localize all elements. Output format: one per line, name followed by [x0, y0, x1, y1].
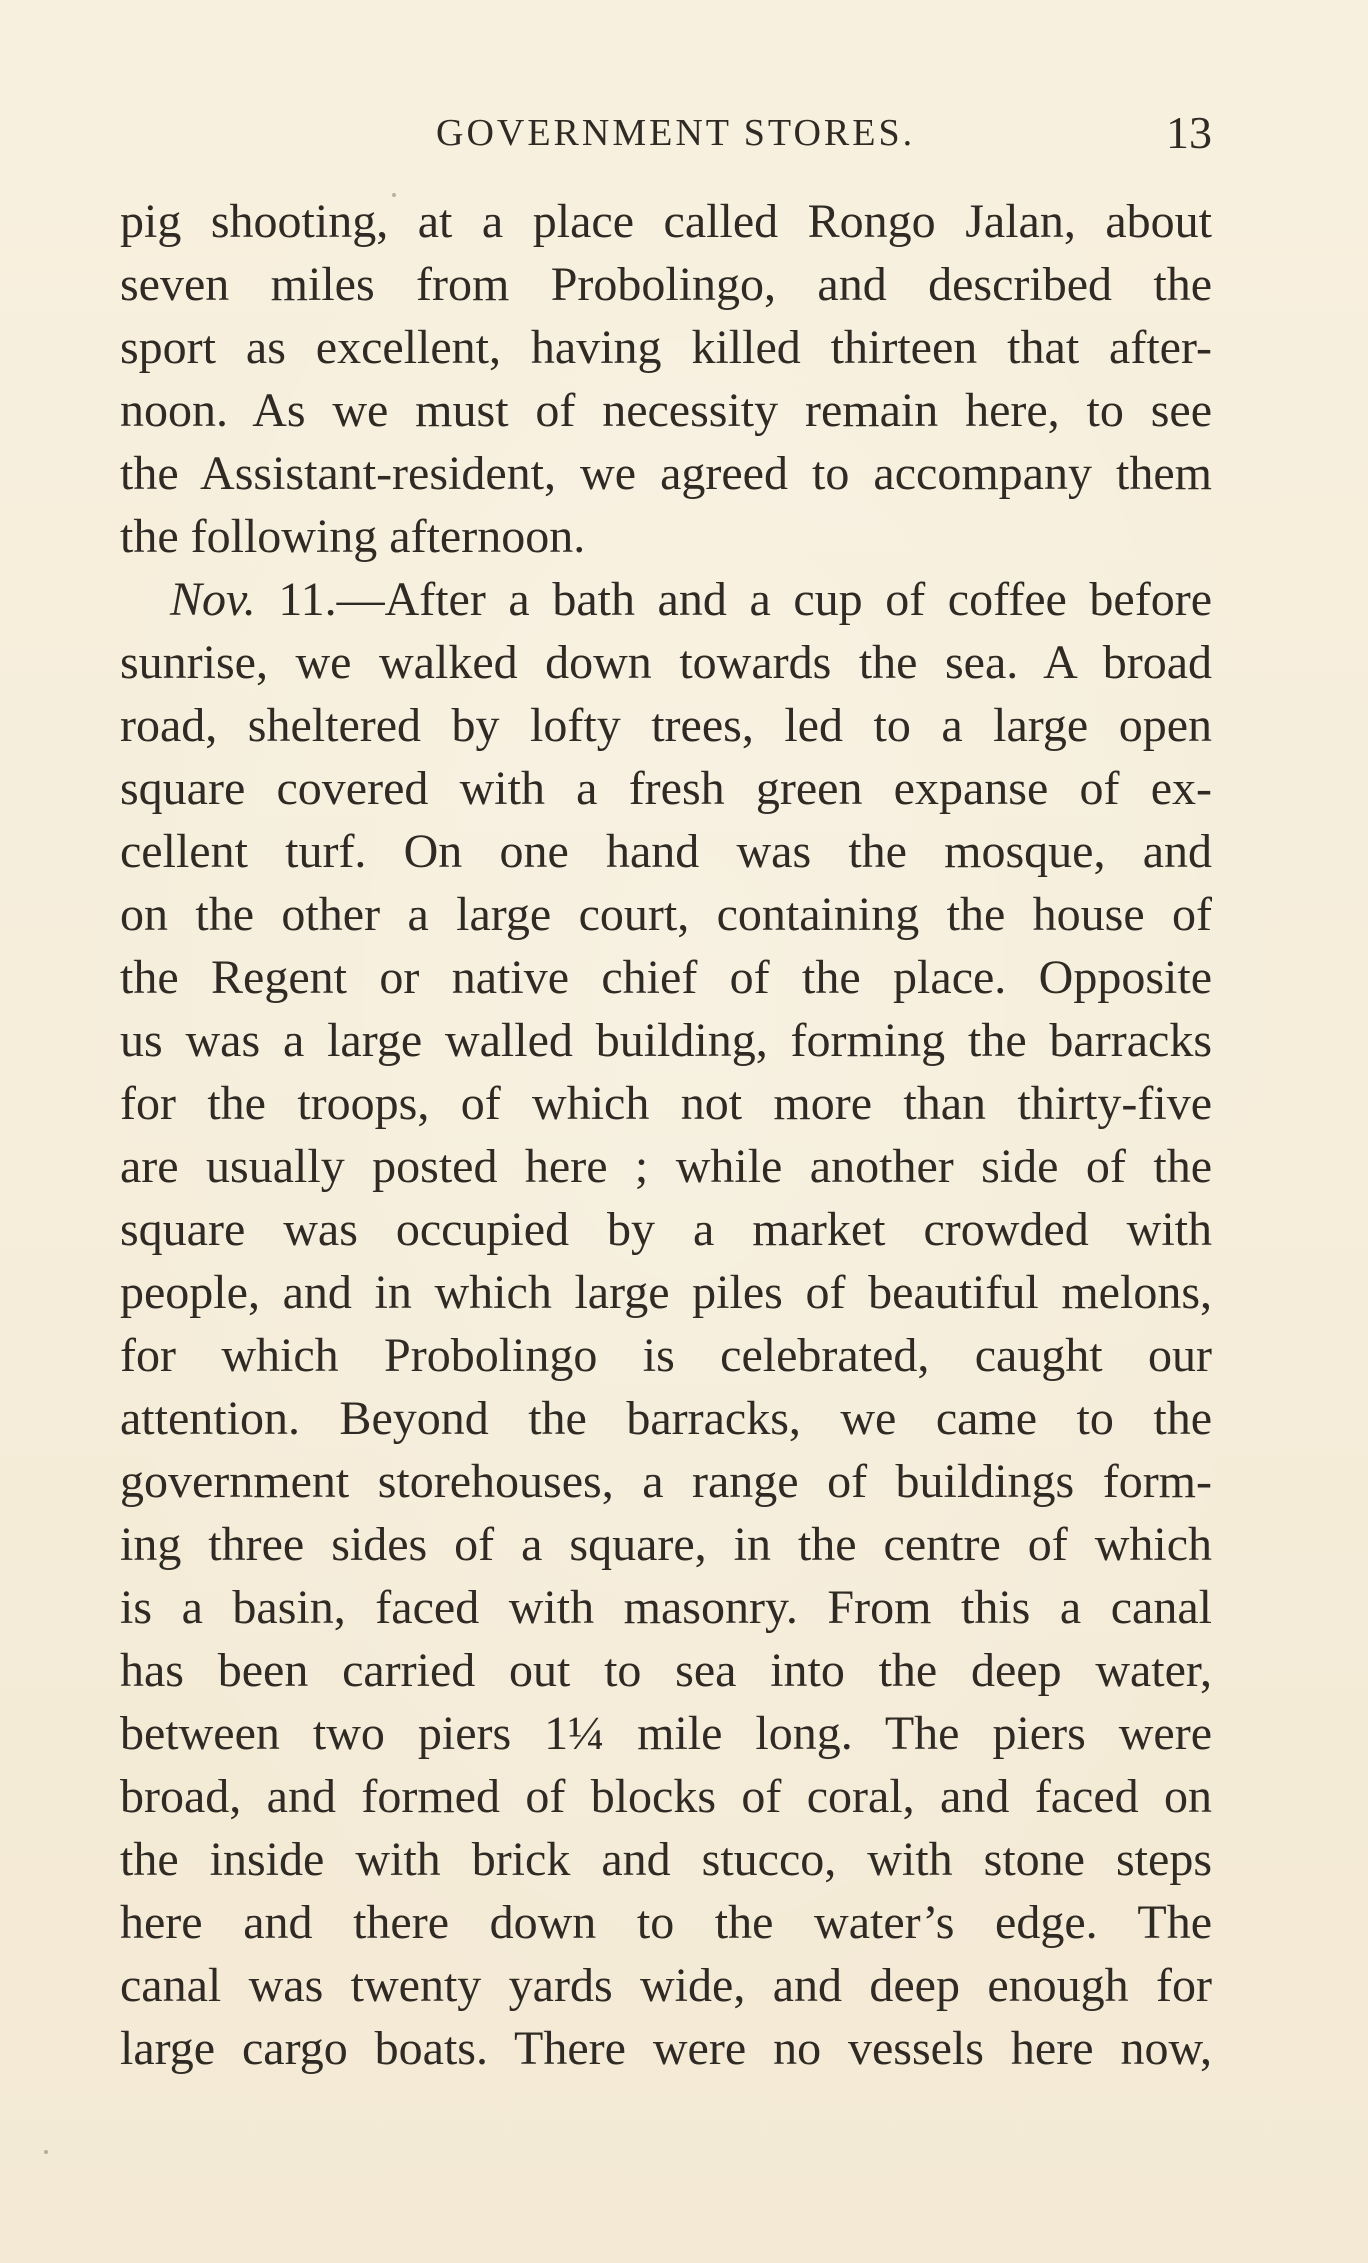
paper-speck — [44, 2150, 48, 2154]
text-line-17: square was occupied by a market crowded with — [120, 1203, 1212, 1256]
text-line-13: the Regent or native chief of the place. Opposite — [120, 951, 1212, 1004]
paper-speck — [392, 193, 396, 197]
text-line-8: sunrise, we walked down towards the sea. A broad — [120, 636, 1212, 689]
text-line-14: us was a large walled building, forming the barracks — [120, 1014, 1212, 1067]
text-line-16: are usually posted here ; while another side of the — [120, 1140, 1212, 1193]
text-line-23: is a basin, faced with masonry. From this a canal — [120, 1581, 1212, 1634]
text-line-12: on the other a large court, containing the house of — [120, 888, 1212, 941]
text-line-28: here and there down to the water’s edge. The — [120, 1896, 1212, 1949]
text-line-20: attention. Beyond the barracks, we came to the — [120, 1392, 1212, 1445]
text-line-29: canal was twenty yards wide, and deep enough for — [120, 1959, 1212, 2012]
page-header — [120, 108, 1212, 158]
date-italic: Nov. — [170, 573, 256, 626]
line7-rest: 11.—After a bath and a cup of coffee before — [255, 573, 1212, 626]
text-line-18: people, and in which large piles of beautiful melons, — [120, 1266, 1212, 1319]
text-line-9: road, sheltered by lofty trees, led to a large open — [120, 699, 1212, 752]
text-line-10: square covered with a fresh green expanse of ex- — [120, 762, 1212, 815]
text-line-27: the inside with brick and stucco, with stone steps — [120, 1833, 1212, 1886]
text-line-19: for which Probolingo is celebrated, caught our — [120, 1329, 1212, 1382]
text-line-1: pig shooting, at a place called Rongo Jalan, about — [120, 195, 1212, 248]
text-line-7 — [120, 568, 1212, 631]
page-number: 13 — [1166, 107, 1212, 158]
text-line-6: the following afternoon. — [120, 510, 586, 563]
text-line-21: government storehouses, a range of buildings form- — [120, 1455, 1212, 1508]
text-line-25: between two piers 1¼ mile long. The piers were — [120, 1707, 1212, 1760]
text-line-26: broad, and formed of blocks of coral, and faced on — [120, 1770, 1212, 1823]
text-line-15: for the troops, of which not more than thirty-five — [120, 1077, 1212, 1130]
text-line-24: has been carried out to sea into the deep water, — [120, 1644, 1212, 1697]
text-line-4: noon. As we must of necessity remain here, to see — [120, 384, 1212, 437]
running-head: GOVERNMENT STORES. — [436, 112, 916, 154]
text-line-11: cellent turf. On one hand was the mosque, and — [120, 825, 1212, 878]
text-line-30: large cargo boats. There were no vessels here now, — [120, 2022, 1212, 2075]
body-text — [120, 190, 1212, 2080]
text-line-2: seven miles from Probolingo, and described the — [120, 258, 1212, 311]
text-line-5: the Assistant-resident, we agreed to accompany them — [120, 447, 1212, 500]
text-line-3: sport as excellent, having killed thirteen that after- — [120, 321, 1212, 374]
text-line-22: ing three sides of a square, in the centre of which — [120, 1518, 1212, 1571]
